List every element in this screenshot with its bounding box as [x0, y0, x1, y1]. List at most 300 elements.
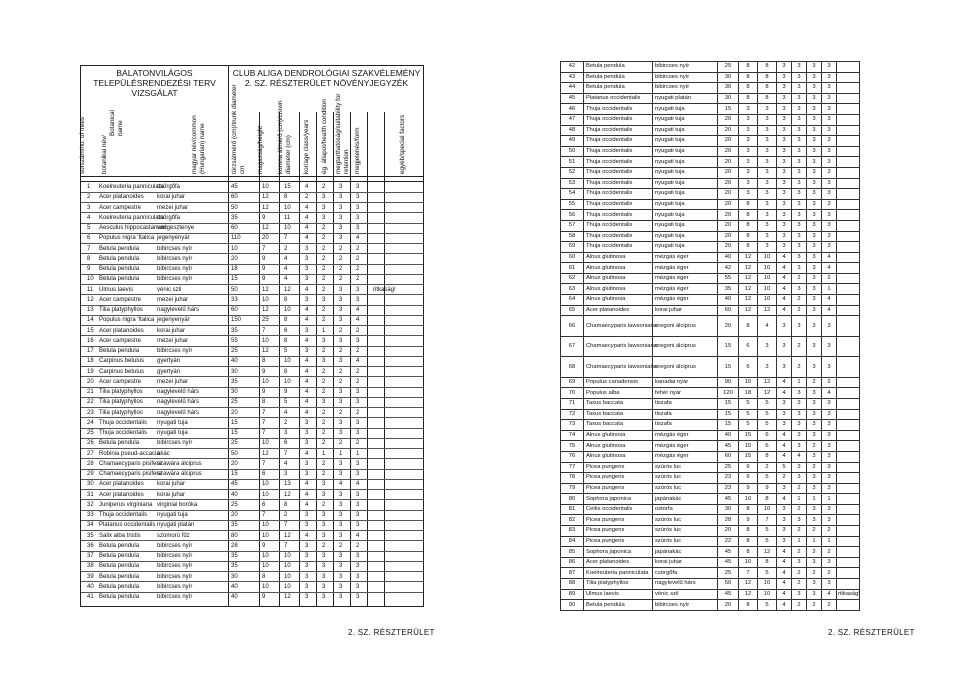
table-cell: 18: [231, 266, 238, 272]
table-cell: 2: [356, 266, 360, 272]
table-cell: 3: [777, 114, 792, 125]
table-cell: 3: [792, 114, 807, 125]
table-cell: 4: [777, 263, 792, 274]
row-divider: [81, 551, 423, 552]
table-cell: 4: [777, 441, 792, 452]
table-cell: 3: [822, 104, 837, 115]
table-row: [561, 589, 860, 600]
table-cell: korai juhar: [653, 305, 718, 316]
table-cell: 2: [822, 547, 837, 558]
table-cell: [837, 242, 860, 253]
table-cell: 18: [739, 388, 758, 399]
row-divider: [81, 325, 423, 326]
table-cell: 45: [231, 184, 238, 190]
table-cell: 2: [339, 368, 343, 375]
table-cell: 35: [231, 553, 238, 559]
table-cell: 60: [718, 451, 739, 462]
table-cell: 8: [284, 317, 288, 324]
table-cell: 2: [339, 327, 343, 334]
table-row: [561, 420, 860, 431]
table-cell: szawára álciprus: [157, 460, 202, 467]
table-cell: 3: [339, 389, 343, 395]
table-cell: 3: [356, 184, 360, 190]
table-cell: 8: [739, 199, 758, 210]
table-cell: 3: [758, 146, 777, 157]
table-cell: 25: [718, 462, 739, 473]
table-cell: mézgás éger: [653, 451, 718, 462]
table-cell: 3: [284, 430, 288, 436]
table-cell: 5: [758, 526, 777, 537]
table-cell: 2: [339, 348, 343, 354]
table-cell: 3: [777, 515, 792, 526]
table-cell: mézgás éger: [653, 252, 718, 263]
table-cell: bibircses nyír: [157, 348, 193, 354]
table-cell: Picea pungens: [584, 473, 653, 484]
table-cell: [837, 430, 860, 441]
table-cell: 50: [231, 450, 238, 457]
row-divider: [81, 407, 423, 408]
table-cell: 3: [777, 104, 792, 115]
table-cell: 2: [792, 295, 807, 306]
table-cell: 3: [339, 430, 343, 436]
table-cell: 3: [339, 471, 343, 477]
table-cell: 9: [739, 515, 758, 526]
table-cell: mézgás éger: [653, 273, 718, 284]
table-cell: nyugati tuja: [653, 199, 718, 210]
table-cell: gyertyán: [157, 358, 181, 365]
table-cell: 7: [284, 522, 288, 529]
table-cell: szúrós luc: [653, 462, 718, 473]
table-cell: 2: [322, 276, 326, 283]
table-row: [561, 398, 860, 409]
table-cell: nyugati tuja: [653, 189, 718, 200]
table-cell: 3: [822, 430, 837, 441]
table-cell: 5: [758, 536, 777, 547]
row-divider: [81, 387, 423, 388]
table-cell: 8: [739, 93, 758, 104]
table-cell: 3: [322, 204, 326, 211]
table-cell: 20: [718, 220, 739, 231]
table-cell: 2: [356, 245, 360, 252]
table-cell: 3: [777, 210, 792, 221]
table-cell: 65: [561, 305, 584, 316]
table-cell: 10: [284, 553, 291, 559]
table-cell: 2: [339, 409, 343, 416]
table-cell: 150: [231, 317, 242, 324]
table-cell: 30: [87, 481, 94, 488]
table-cell: tiszafa: [653, 398, 718, 409]
table-cell: nyugati tuja: [157, 512, 188, 518]
table-cell: 3: [739, 178, 758, 189]
table-cell: 20: [718, 199, 739, 210]
table-cell: 4: [777, 284, 792, 295]
table-cell: 35: [231, 563, 238, 570]
table-cell: 4: [305, 532, 309, 539]
row-divider: [81, 192, 423, 193]
table-cell: 3: [758, 167, 777, 178]
table-cell: 3: [822, 336, 837, 357]
table-cell: 8: [758, 557, 777, 568]
table-cell: 81: [561, 504, 584, 515]
table-cell: 3: [339, 532, 343, 539]
table-cell: Taxus baccata: [584, 420, 653, 431]
table-cell: 30: [718, 93, 739, 104]
table-cell: 4: [305, 307, 309, 313]
table-cell: 3: [822, 178, 837, 189]
table-cell: 8: [739, 83, 758, 94]
table-cell: jegenyenyár: [157, 235, 190, 242]
table-cell: Acer campestre: [99, 378, 142, 385]
table-cell: 4: [777, 568, 792, 579]
table-cell: 3: [356, 419, 360, 426]
table-cell: 2: [356, 276, 360, 283]
table-cell: 3: [322, 399, 326, 406]
table-cell: 6: [284, 327, 288, 334]
table-cell: 20: [231, 460, 238, 467]
table-cell: 4: [356, 235, 360, 242]
table-cell: 4: [792, 451, 807, 462]
table-cell: 2: [284, 419, 288, 426]
table-cell: 20: [718, 189, 739, 200]
table-cell: 40: [231, 583, 238, 590]
table-cell: Picea pungens: [584, 526, 653, 537]
table-cell: [837, 189, 860, 200]
table-cell: 20: [231, 409, 238, 416]
table-cell: 4: [305, 204, 309, 211]
table-cell: 3: [305, 583, 309, 590]
table-cell: 3: [807, 252, 822, 263]
table-cell: 75: [561, 441, 584, 452]
table-cell: Picea pungens: [584, 536, 653, 547]
table-cell: 33: [231, 296, 238, 303]
table-cell: 56: [561, 210, 584, 221]
table-cell: Betula pendula: [99, 583, 140, 590]
table-cell: 7: [262, 460, 266, 467]
table-cell: 8: [739, 536, 758, 547]
table-cell: 3: [739, 146, 758, 157]
table-cell: 90: [718, 377, 739, 388]
table-cell: 25: [87, 430, 94, 436]
table-cell: 45: [718, 547, 739, 558]
table-cell: 30: [718, 83, 739, 94]
table-cell: 4: [777, 600, 792, 611]
table-cell: 4: [305, 389, 309, 395]
table-cell: 68: [561, 357, 584, 378]
table-cell: 1: [822, 494, 837, 505]
row-divider: [81, 428, 423, 429]
table-cell: 30: [231, 389, 238, 395]
table-cell: 20: [718, 526, 739, 537]
table-cell: 5: [284, 348, 288, 354]
table-cell: 82: [561, 515, 584, 526]
table-cell: 3: [322, 491, 326, 498]
table-cell: 9: [262, 368, 266, 375]
table-cell: 3: [822, 136, 837, 147]
row-divider: [81, 223, 423, 224]
table-cell: 8: [739, 210, 758, 221]
table-cell: 12: [739, 305, 758, 316]
table-cell: 15: [718, 104, 739, 115]
table-cell: 20: [718, 600, 739, 611]
table-cell: 4: [305, 368, 309, 375]
table-cell: 12: [284, 594, 291, 600]
col-header-crown-1: korona átmérő (cm)/crown: [277, 100, 284, 174]
row-divider: [81, 571, 423, 572]
col-header-retain-1: megtarthatóság/suitability for: [335, 93, 342, 174]
table-cell: 20: [718, 114, 739, 125]
table-cell: 3: [822, 579, 837, 590]
table-cell: [837, 483, 860, 494]
table-cell: 4: [822, 263, 837, 274]
table-cell: 45: [718, 441, 739, 452]
table-cell: Betula pendula: [99, 573, 140, 580]
table-cell: 11: [87, 286, 94, 293]
table-cell: 3: [807, 589, 822, 600]
table-cell: [837, 167, 860, 178]
table-cell: 61: [561, 263, 584, 274]
table-cell: 3: [339, 337, 343, 344]
table-cell: 2: [322, 430, 326, 436]
table-cell: 3: [758, 114, 777, 125]
table-cell: 3: [305, 460, 309, 467]
table-cell: 10: [262, 563, 269, 570]
col-header-retain-2: retention: [343, 149, 350, 174]
table-cell: [837, 494, 860, 505]
table-cell: [837, 515, 860, 526]
table-cell: Taxus baccata: [584, 409, 653, 420]
table-cell: 60: [561, 252, 584, 263]
table-row: [561, 146, 860, 157]
table-cell: Tilia platyphyllos: [99, 307, 143, 313]
table-cell: tiszafa: [653, 420, 718, 431]
table-cell: 2: [339, 276, 343, 283]
table-cell: 1: [356, 450, 360, 457]
table-cell: 4: [305, 399, 309, 406]
table-cell: bibircses nyír: [157, 440, 193, 447]
table-cell: 3: [356, 337, 360, 344]
table-cell: 3: [807, 316, 822, 337]
table-cell: Picea pungens: [584, 462, 653, 473]
table-cell: 12: [262, 286, 269, 293]
table-cell: Koelreuteria panniculata: [584, 568, 653, 579]
table-cell: 4: [305, 214, 309, 221]
table-cell: [837, 473, 860, 484]
table-cell: 3: [807, 210, 822, 221]
table-cell: 76: [561, 451, 584, 462]
table-cell: 3: [792, 462, 807, 473]
col-header-trunk-2: cm: [239, 165, 246, 174]
col-header-special: egyéb/special factors: [399, 114, 406, 174]
table-cell: 3: [822, 210, 837, 221]
table-cell: korai juhar: [157, 327, 186, 334]
table-cell: 11: [284, 214, 291, 221]
row-divider: [81, 520, 423, 521]
table-cell: 2: [322, 245, 326, 252]
table-cell: 10: [758, 504, 777, 515]
table-cell: 28: [231, 542, 238, 549]
table-row: [561, 579, 860, 590]
table-cell: 3: [305, 594, 309, 600]
table-cell: 3: [305, 542, 309, 549]
table-cell: 20: [718, 125, 739, 136]
table-cell: 20: [718, 178, 739, 189]
table-cell: 5: [758, 398, 777, 409]
table-cell: 72: [561, 409, 584, 420]
table-cell: [837, 220, 860, 231]
table-cell: 3: [322, 522, 326, 529]
table-cell: 25: [231, 348, 238, 354]
table-cell: 41: [87, 594, 94, 600]
table-cell: 8: [739, 547, 758, 558]
table-cell: 3: [777, 526, 792, 537]
table-cell: 2: [322, 286, 326, 293]
table-cell: Betula pendula: [584, 600, 653, 611]
table-cell: mezei juhar: [157, 378, 189, 385]
table-cell: 5: [758, 409, 777, 420]
table-cell: 12: [739, 579, 758, 590]
table-cell: 10: [758, 295, 777, 306]
table-cell: 89: [561, 589, 584, 600]
table-cell: 15: [231, 419, 238, 426]
table-cell: Alnus glutinosa: [584, 430, 653, 441]
table-cell: 3: [356, 399, 360, 406]
table-cell: 3: [339, 573, 343, 580]
table-cell: 12: [758, 388, 777, 399]
table-cell: 30: [718, 504, 739, 515]
table-cell: 79: [561, 483, 584, 494]
table-cell: [837, 284, 860, 295]
table-cell: 3: [739, 104, 758, 115]
table-cell: 3: [822, 462, 837, 473]
table-cell: 3: [777, 93, 792, 104]
table-cell: 3: [356, 389, 360, 395]
row-divider: [81, 489, 423, 490]
row-divider: [81, 469, 423, 470]
table-cell: 7: [284, 542, 288, 549]
table-cell: nyugati tuja: [653, 220, 718, 231]
col-header-height: magasság/height: [257, 126, 264, 174]
table-cell: Acer platanoides: [584, 305, 653, 316]
table-cell: Tilia platyphyllos: [99, 409, 143, 416]
table-cell: 3: [807, 451, 822, 462]
table-cell: 6: [284, 440, 288, 447]
table-cell: 20: [231, 255, 238, 262]
table-cell: 12: [739, 589, 758, 600]
table-cell: Betula pendula: [584, 62, 653, 73]
table-cell: 3: [356, 512, 360, 518]
table-cell: vénic szil: [653, 589, 718, 600]
table-cell: 3: [807, 231, 822, 242]
table-cell: 15: [284, 184, 291, 190]
table-cell: 3: [305, 512, 309, 518]
table-cell: [837, 83, 860, 94]
table-cell: 2: [322, 460, 326, 467]
table-cell: nyugati tuja: [653, 178, 718, 189]
table-cell: 3: [322, 194, 326, 201]
table-cell: 2: [822, 526, 837, 537]
table-cell: 15: [739, 441, 758, 452]
table-cell: 4: [356, 358, 360, 365]
table-cell: 2: [322, 409, 326, 416]
table-cell: 10: [284, 573, 291, 580]
table-cell: 2: [322, 317, 326, 324]
table-cell: 3: [807, 336, 822, 357]
row-divider: [81, 274, 423, 275]
table-cell: 54: [561, 189, 584, 200]
row-divider: [81, 346, 423, 347]
table-cell: 3: [807, 504, 822, 515]
table-cell: [837, 295, 860, 306]
table-cell: 35: [231, 327, 238, 334]
table-cell: 6: [758, 430, 777, 441]
table-cell: 35: [718, 284, 739, 295]
table-cell: 2: [807, 462, 822, 473]
table-cell: [837, 441, 860, 452]
table-cell: 5: [758, 473, 777, 484]
table-cell: 30: [231, 368, 238, 375]
table-cell: 3: [356, 522, 360, 529]
table-cell: 40: [231, 358, 238, 365]
table-cell: Thuja occidentalis: [584, 136, 653, 147]
table-cell: 3: [305, 522, 309, 529]
table-cell: 3: [305, 348, 309, 354]
table-cell: 40: [231, 491, 238, 498]
row-divider: [81, 417, 423, 418]
table-cell: 73: [561, 420, 584, 431]
table-cell: Betula pendula: [99, 276, 140, 283]
table-cell: 4: [777, 388, 792, 399]
table-cell: 3: [339, 594, 343, 600]
table-cell: 2: [822, 568, 837, 579]
table-cell: szúrós luc: [653, 473, 718, 484]
table-cell: 58: [561, 231, 584, 242]
table-cell: 3: [758, 157, 777, 168]
table-cell: Thuja occidentalis: [584, 210, 653, 221]
table-cell: 12: [284, 491, 291, 498]
table-cell: 87: [561, 568, 584, 579]
table-cell: 1: [807, 494, 822, 505]
table-cell: 3: [822, 199, 837, 210]
table-cell: 3: [792, 178, 807, 189]
table-cell: [837, 600, 860, 611]
table-cell: Alnus glutinosa: [584, 441, 653, 452]
table-cell: 4: [305, 378, 309, 385]
table-row: [561, 125, 860, 136]
table-cell: szúrós luc: [653, 536, 718, 547]
table-cell: 42: [718, 263, 739, 274]
table-cell: bibircses nyír: [157, 276, 193, 283]
table-cell: 1: [822, 536, 837, 547]
row-divider: [81, 294, 423, 295]
table-cell: oregoni álciprus: [653, 316, 718, 337]
table-cell: 4: [777, 273, 792, 284]
table-cell: 10: [739, 494, 758, 505]
table-cell: 45: [718, 557, 739, 568]
table-cell: 3: [807, 515, 822, 526]
table-cell: 45: [718, 589, 739, 600]
table-cell: 3: [777, 504, 792, 515]
table-cell: 3: [758, 125, 777, 136]
table-cell: 3: [305, 296, 309, 303]
table-cell: Acer campestre: [99, 337, 142, 344]
table-cell: 20: [718, 316, 739, 337]
table-cell: 3: [792, 136, 807, 147]
table-cell: nagylevelű hárs: [157, 399, 200, 406]
table-row: [561, 536, 860, 547]
table-cell: 20: [718, 231, 739, 242]
table-cell: 40: [87, 583, 94, 590]
table-cell: 2: [792, 357, 807, 378]
